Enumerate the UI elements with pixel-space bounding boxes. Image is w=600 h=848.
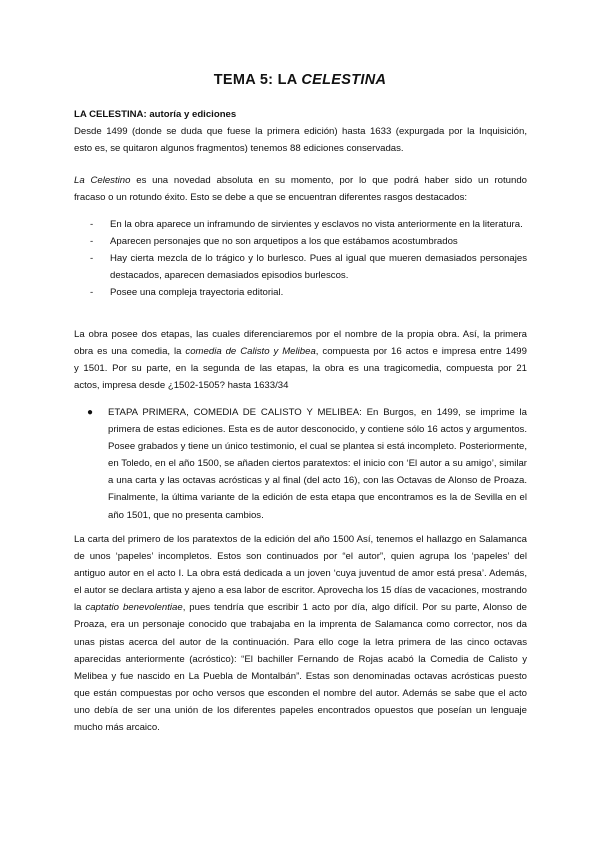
- p4-italic: captatio benevolentiae: [85, 602, 183, 614]
- paragraph-2: [74, 172, 527, 206]
- list-item: [74, 233, 527, 250]
- list-item-text: Aparecen personajes que no son arquetipos a los que estábamos acostumbrados: [110, 236, 458, 248]
- paragraph-4: [74, 531, 527, 736]
- section-heading-block: [74, 106, 527, 157]
- bullet-icon: ●: [87, 407, 94, 418]
- paragraph-3-line-1: La obra posee dos etapas, las cuales diferenciaremos por el nombre de la propia obra. Así, la primera: [74, 329, 527, 340]
- section-heading: LA CELESTINA: autoría y ediciones: [74, 109, 237, 120]
- p4-text-a: La carta del primero de los paratextos de la edición del año 1500 Así, tenemos el hallazgo en Salamanca de unos ‘papeles’ incompletos. Estos son continuados por “el autor”, quien agrupa los ‘papeles’ del antiguo autor en el acto I. La obra está dedicada a un joven ‘cuya juventud de amor está presa’. Además, el autor se declara artista y ajeno a esa labor de escritor. Aprovecha los 15 días de vacaciones, mostrando la: [74, 534, 527, 614]
- paragraph-3-line-3: y 1501. Por su parte, en la segunda de las etapas, la obra es una tragicomedia, compuesta por 21: [74, 363, 527, 375]
- list-item: [74, 216, 527, 233]
- list-item-text: Hay cierta mezcla de lo trágico y lo burlesco. Pues al igual que mueren demasiados personajes destacados, aparecen demasiados episodios burlescos.: [110, 253, 527, 282]
- dash-marker: -: [90, 236, 94, 248]
- dash-marker: -: [90, 287, 94, 299]
- paragraph-1-line-1: Desde 1499 (donde se duda que fuese la primera edición) hasta 1633 (expurgada por la Inquisición,: [74, 126, 527, 138]
- bullet-section: [87, 404, 527, 524]
- paragraph-2-rest: es una novedad absoluta en su momento, por lo que podrá haber sido un rotundo: [130, 175, 527, 186]
- title-text: TEMA 5: LA: [213, 72, 302, 88]
- list-item-text: Posee una compleja trayectoria editorial.: [110, 287, 284, 299]
- bullet-paragraph: ETAPA PRIMERA, COMEDIA DE CALISTO Y MELIBEA: En Burgos, en 1499, se imprime la primera de estas ediciones. Esta es de autor desconocido, y contiene sólo 16 actos y argumentos. Posee grabados y tiene un único testimonio, el cual se plantea si está incompleto. Posteriormente, en Toledo, en el año 1500, se añaden ciertos paratextos: el inicio con ‘El autor a su amigo’, similar a una carta y las octavas acrósticas y al final (del acto 16), con las Octavas de Alonso de Proaza. Finalmente, la última variante de la edición de esta etapa que encontramos es la de Sevilla en el año 1501, que no presenta cambios.: [108, 407, 527, 521]
- italic-title: La Celestino: [74, 175, 131, 186]
- dash-list: [74, 216, 527, 301]
- paragraph-3-line-4: actos, impresa desde ¿1502-1505? hasta 1633/34: [74, 380, 289, 392]
- dash-marker: -: [90, 253, 94, 265]
- paragraph-3: [74, 326, 527, 394]
- title-italic: CELESTINA: [301, 72, 387, 88]
- paragraph-2-line-1: [74, 172, 527, 189]
- paragraph-3-line-2: [74, 343, 527, 360]
- p3-italic: comedia de Calisto y Melibea: [185, 346, 316, 358]
- list-item-text: En la obra aparece un inframundo de sirvientes y esclavos no vista anteriormente en la literatura.: [110, 219, 523, 230]
- page-title: [0, 72, 600, 88]
- paragraph-1-line-2: esto es, se quitaron algunos fragmentos) tenemos 88 ediciones conservadas.: [74, 143, 404, 155]
- p3-text-b: , compuesta por 16 actos e impresa entre 1499: [315, 346, 527, 358]
- p4-text-b: , pues tendría que escribir 1 acto por día, algo difícil. Por su parte, Alonso de Proaza, era un personaje conocido que trabajaba en la imprenta de Salamanca como corrector, nos da unas pistas acerca del autor de la continuación. Para ello coge la letra primera de las cinco octavas aparecidas anteriormente (acróstico): “El bachiller Fernando de Rojas acabó la Comedia de Calisto y Melibea y fue nascido en La Puebla de Montalbán”. Estas son denominadas octavas acrósticas puesto que están compuestas por ocho versos que esconden el nombre del autor. Además se sabe que el acto uno debía de ser una unión de los diferentes papeles encontrados opuestos que poseían un lenguaje mucho más arcaico.: [74, 602, 527, 734]
- p3-text-a: obra es una comedia, la: [74, 346, 186, 358]
- list-item: [74, 250, 527, 284]
- list-item: [74, 284, 527, 301]
- paragraph-2-line-2: fracaso o un rotundo éxito. Esto se debe a que se encuentran diferentes rasgos destacados:: [74, 192, 468, 204]
- dash-marker: -: [90, 219, 94, 230]
